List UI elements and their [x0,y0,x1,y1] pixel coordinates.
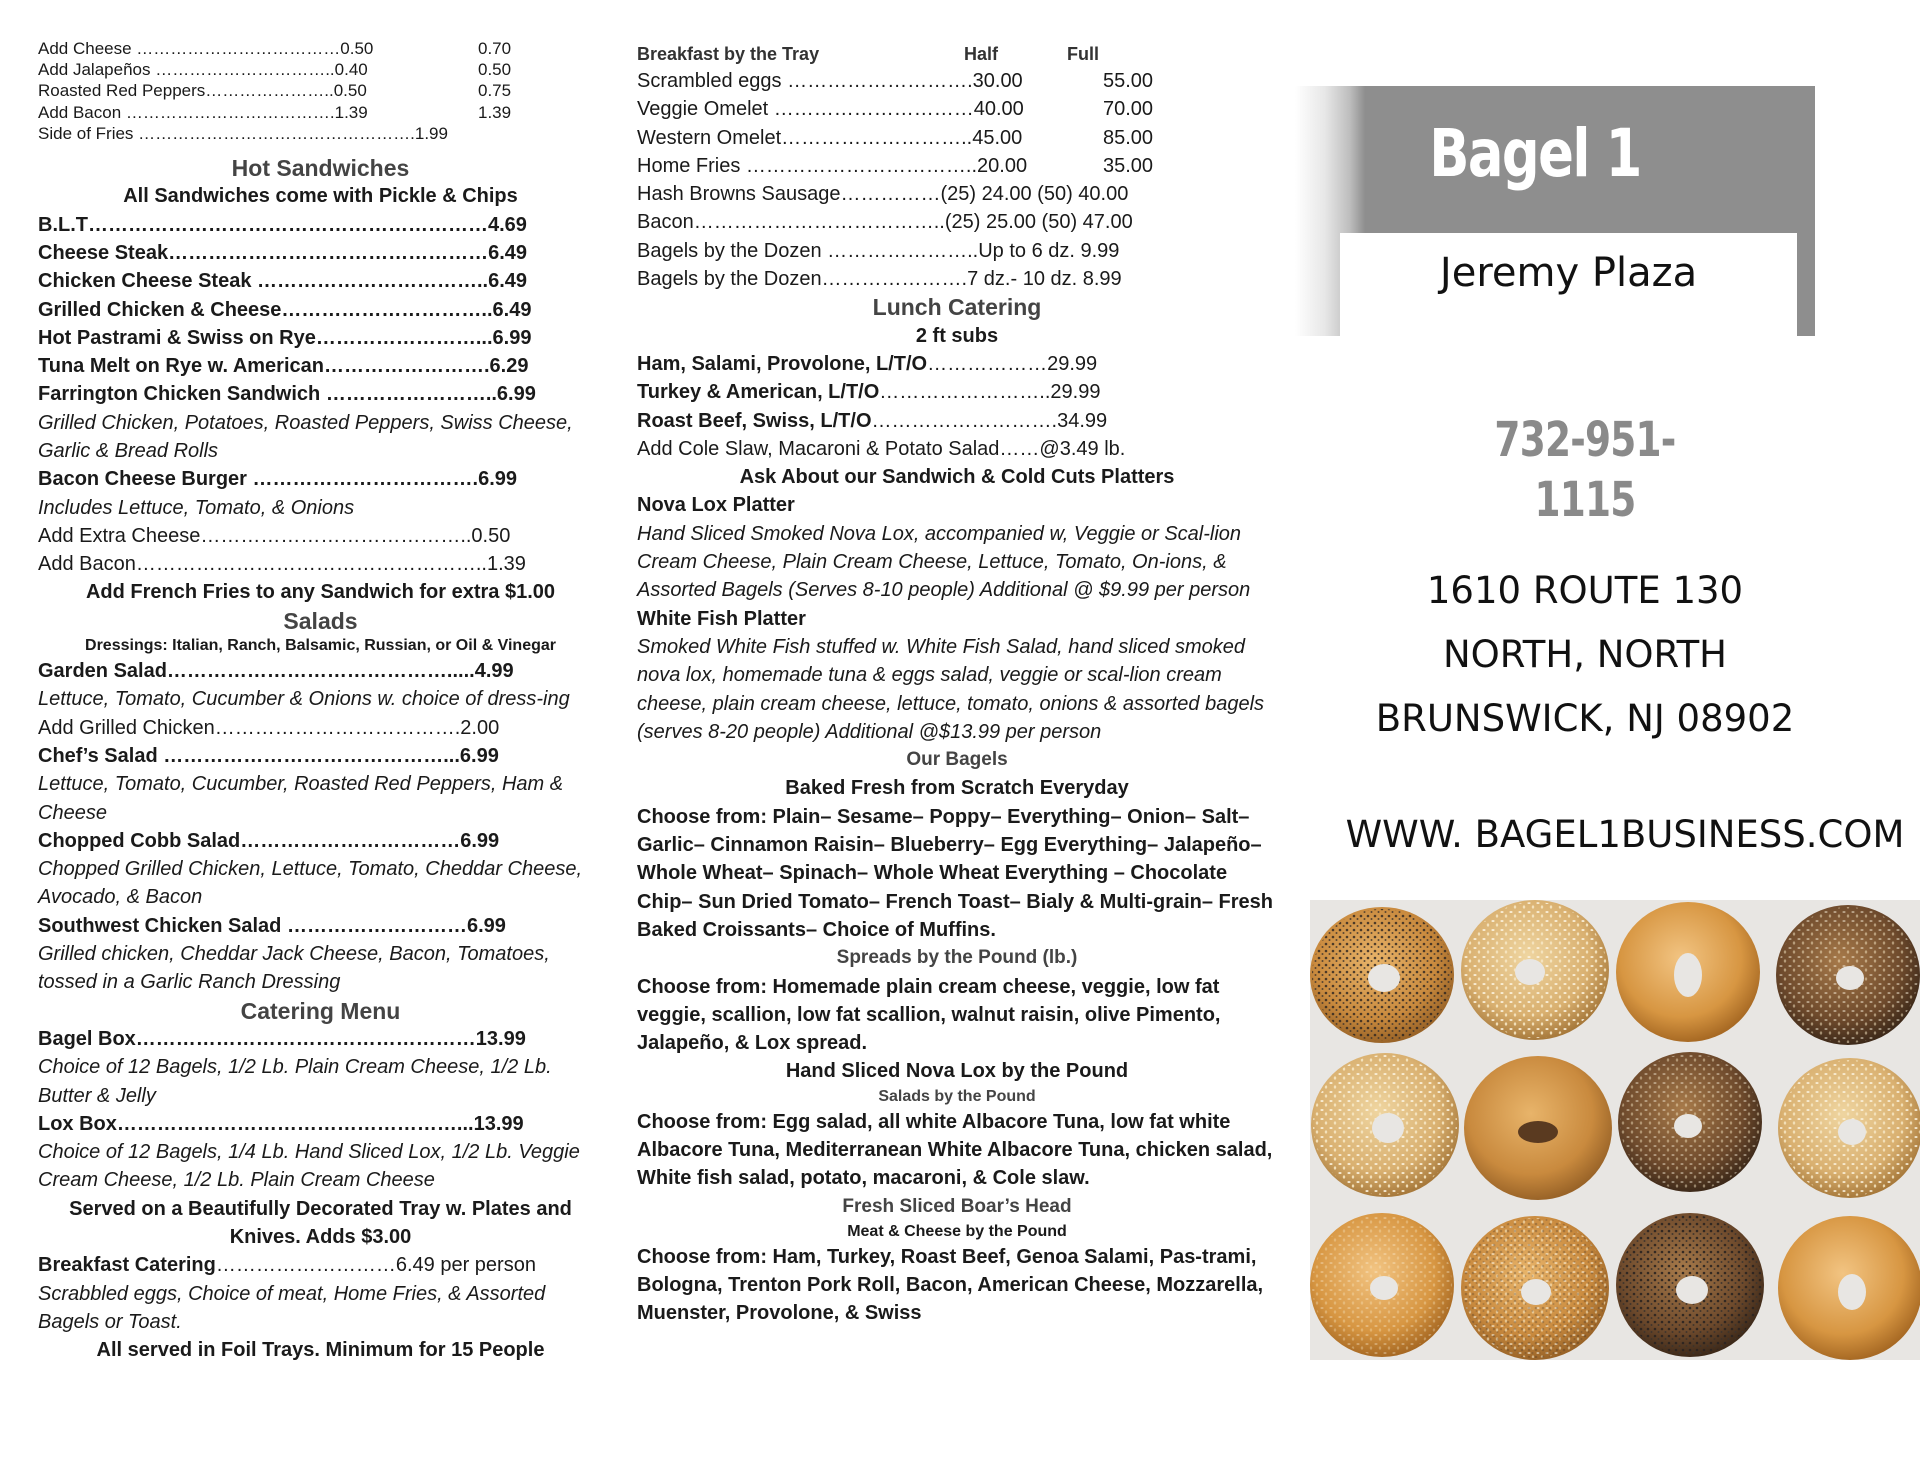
half-column-label: Half [964,44,999,64]
bagel-flavors: Choose from: Plain– Sesame– Poppy– Everything– Onion– Salt– Garlic– Cinnamon Raisin– Blueberry– Egg Everything– Jalapeño– Whole Wheat– Spinach– Whole Wheat Everything – Chocolate Chip– Sun Dried Tomato– French Toast– Bialy & Multi-grain– Fresh Baked Croissants– Choice of Muffins. [637,805,1274,941]
addon-full-price: 1.39 [478,102,512,122]
tray-full-price: 55.00 [1103,70,1154,92]
menu-item-row: Nova Lox Platter [637,494,795,517]
lox-by-pound: Hand Sliced Nova Lox by the Pound [785,1060,1129,1083]
bagel-everything-1 [1776,905,1920,1045]
menu-item-row: Add Extra Cheese…………………………………..0.50 [38,524,511,547]
bagel-everything-2 [1618,1052,1762,1192]
spreads-heading: Spreads by the Pound (lb.) [836,947,1078,969]
hot-sandwiches-list [38,211,603,607]
menu-item-row: Add Bacon……………………………………………..1.39 [38,553,526,576]
addon-item: Add Jalapeños …………………………..0.40 [38,60,368,80]
addon-full-price: 0.75 [478,81,512,101]
tray-item-row [637,124,1277,152]
phone-number: 732-951-1115 [1494,412,1676,528]
menu-item-row: Chopped Cobb Salad……………………………6.99 [38,829,500,852]
menu-item-description: Lettuce, Tomato, Cucumber & Onions w. choice of dress-ing [38,688,570,711]
bagel-plain-2 [1464,1056,1612,1200]
bagel-poppy-1 [1310,907,1454,1043]
menu-item-description: Grilled chicken, Cheddar Jack Cheese, Bacon, Tomatoes, tossed in a Garlic Ranch Dressing [38,943,550,994]
subs-subheading: 2 ft subs [915,324,999,347]
location-name: Jeremy Plaza [1439,250,1698,296]
menu-note: Served on a Beautifully Decorated Tray w. Plates and Knives. Adds $3.00 [69,1197,572,1248]
menu-item-row: Garden Salad…………………………………….....4.99 [38,660,514,683]
breakfast-tray-list [637,67,1277,293]
addon-full-price: 0.70 [478,39,512,58]
menu-item-row: Hot Pastrami & Swiss on Rye……………………...6.99 [38,326,532,349]
tray-item-row [637,95,1277,123]
tray-item: Hash Browns Sausage……………(25) 24.00 (50) 40.00 [637,183,1129,206]
tray-item: Scrambled eggs ……………………….30.00 [637,70,1023,92]
brand-header [1295,86,1815,336]
menu-item-row: Southwest Chicken Salad ………………………6.99 [38,914,506,937]
tray-item: Home Fries ……………………………..20.00 [637,154,1028,177]
menu-item-row: Chicken Cheese Steak ……………………………..6.49 [38,270,528,293]
catering-list [38,1025,603,1365]
bagels-photo [1310,900,1920,1360]
tray-item-row [637,67,1277,95]
addon-item: Add Cheese ………………………………0.50 [38,39,374,58]
menu-item-description: Choice of 12 Bagels, 1/4 Lb. Hand Sliced Lox, 1/2 Lb. Veggie Cream Cheese, 1/2 Lb. Plain Cream Cheese [38,1141,580,1192]
menu-item-row: Grilled Chicken & Cheese…………………………..6.49 [38,298,532,321]
menu-item-row: Bagel Box……………………………………………13.99 [38,1027,526,1050]
addons-list [38,38,603,144]
menu-item-price: ……………………..29.99 [879,381,1101,404]
menu-item-row: Add Grilled Chicken……………………………….2.00 [38,716,500,739]
our-bagels-heading: Our Bagels [906,749,1008,771]
menu-item-row: Add Cole Slaw, Macaroni & Potato Salad……@3.49 lb. [637,437,1126,460]
bagel-cheese-1 [1310,1213,1454,1357]
hot-sandwiches-heading: Hot Sandwiches [231,155,410,182]
catering-heading: Catering Menu [240,997,401,1024]
menu-item-row: Farrington Chicken Sandwich ……………………..6.99 [38,383,536,406]
menu-item-row: Lox Box……………………………………………...13.99 [38,1112,524,1135]
menu-item-price: ………………29.99 [927,352,1098,375]
salads-pound-list: Choose from: Egg salad, all white Albacore Tuna, low fat white Albacore Tuna, Mediterranean White Albacore Tuna, chicken salad, White fish salad, potato, macaroni, & Cole slaw. [637,1110,1273,1190]
addon-row [38,123,603,144]
tray-full-price: 85.00 [1103,126,1154,149]
tray-item: Bacon………………………………..(25) 25.00 (50) 47.00 [637,211,1133,234]
address-line-3: BRUNSWICK, NJ 08902 [1375,697,1795,740]
salads-list [38,657,603,997]
addon-item: Side of Fries ………………………………………….1.99 [38,123,448,143]
menu-item-row [637,378,1277,406]
addon-row [38,59,603,80]
menu-item-description: Lettuce, Tomato, Cucumber, Roasted Red Peppers, Ham & Cheese [38,773,564,824]
full-column-label: Full [1067,44,1099,64]
menu-item-name: Roast Beef, Swiss, L/T/O [637,409,872,432]
addon-full-price: 0.50 [478,60,512,80]
menu-item-row [637,407,1277,435]
bagel-plain-3 [1778,1216,1920,1360]
menu-item-price: ………………………6.49 per person [215,1254,536,1277]
tray-full-price: 35.00 [1103,154,1154,177]
menu-item-description: Choice of 12 Bagels, 1/2 Lb. Plain Cream Cheese, 1/2 Lb. Butter & Jelly [38,1056,552,1107]
breakfast-tray-title: Breakfast by the Tray [637,44,820,64]
tray-item-row [637,237,1277,265]
menu-item-row [38,1251,603,1279]
menu-item-row [637,350,1277,378]
addon-row [38,80,603,101]
boars-head-list: Choose from: Ham, Turkey, Roast Beef, Genoa Salami, Pas-trami, Bologna, Trenton Pork Roll, Bacon, American Cheese, Mozzarella, Muenster, Provolone, & Swiss [637,1245,1264,1325]
salads-pound-heading: Salads by the Pound [878,1087,1036,1105]
spreads-list: Choose from: Homemade plain cream cheese, veggie, low fat veggie, scallion, low fat scallion, walnut raisin, olive Pimento, Jalapeño, & Lox spread. [637,975,1221,1055]
location-box [1340,233,1797,336]
tray-item-row [637,152,1277,180]
menu-item-description: Scrabbled eggs, Choice of meat, Home Fries, & Assorted Bagels or Toast. [38,1282,546,1333]
menu-item-row: Bacon Cheese Burger …………………………….6.99 [38,468,517,491]
our-bagels-subheading: Baked Fresh from Scratch Everyday [785,777,1129,800]
tray-item-row [637,180,1277,208]
boars-head-heading: Fresh Sliced Boar’s Head [842,1195,1072,1217]
menu-item-row: Tuna Melt on Rye w. American…………………….6.29 [38,355,529,378]
menu-item-name: Breakfast Catering [38,1254,216,1277]
bagel-sesame-3 [1778,1058,1920,1198]
lunch-catering-heading: Lunch Catering [872,294,1042,321]
menu-item-description: Chopped Grilled Chicken, Lettuce, Tomato, Cheddar Cheese, Avocado, & Bacon [38,858,583,909]
tray-item-row [637,265,1277,293]
menu-item-description: Smoked White Fish stuffed w. White Fish Salad, hand sliced smoked nova lox, homemade tuna & eggs salad, veggie or scal-lion cream cheese, plain cream cheese, lettuce, tomato, onions & assorted bagels (serves 8-20 people) Additional @$13.99 per person [637,635,1265,743]
addon-item: Add Bacon ……………………………….1.39 [38,102,368,122]
website-url: WWW. BAGEL1BUSINESS.COM [1345,813,1905,856]
menu-item-row: White Fish Platter [637,607,806,630]
menu-item-price: ……………………….34.99 [871,409,1108,432]
bagel-everything-3 [1461,1216,1609,1360]
tray-item-row [637,208,1277,236]
address-line-1: 1610 ROUTE 130 [1426,569,1744,612]
left-column [38,38,603,1364]
menu-item-row: Chef’s Salad ……………………………………...6.99 [38,744,499,767]
menu-item-name: Ham, Salami, Provolone, L/T/O [637,352,928,375]
hot-sandwiches-note: All Sandwiches come with Pickle & Chips [123,185,518,208]
bagel-sesame-2 [1311,1053,1459,1197]
menu-note: Ask About our Sandwich & Cold Cuts Platters [739,466,1175,489]
brand-name: Bagel 1 [1429,115,1641,192]
salad-dressings-note: Dressings: Italian, Ranch, Balsamic, Russian, or Oil & Vinegar [85,637,556,655]
middle-column [637,42,1277,1328]
addon-row [38,38,603,59]
bagel-plain-1 [1616,902,1760,1042]
bagel-poppy-2 [1616,1213,1764,1357]
menu-item-row: B.L.T……………………………………………………4.69 [38,213,527,236]
tray-full-price: 70.00 [1103,98,1154,121]
address-line-2: NORTH, NORTH [1442,633,1727,676]
menu-note: All served in Foil Trays. Minimum for 15 People [96,1339,545,1362]
menu-item-row: Cheese Steak…………………………………………6.49 [38,241,528,264]
tray-item: Western Omelet………………………..45.00 [637,126,1023,149]
bagel-illustration [1310,900,1920,1360]
lunch-catering-list [637,350,1277,746]
menu-note: Add French Fries to any Sandwich for extra $1.00 [85,581,556,604]
addon-row [38,102,603,123]
menu-item-description: Grilled Chicken, Potatoes, Roasted Peppers, Swiss Cheese, Garlic & Bread Rolls [38,411,573,462]
menu-item-description: Includes Lettuce, Tomato, & Onions [38,496,355,519]
breakfast-tray-header [637,42,1277,67]
menu-item-description: Hand Sliced Smoked Nova Lox, accompanied w, Veggie or Scal-lion Cream Cheese, Plain Cream Cheese, Lettuce, Tomato, On-ions, & Assorted Bagels (Serves 8-10 people) Additional @ $9.99 per person [637,522,1251,602]
boars-head-subheading: Meat & Cheese by the Pound [847,1222,1067,1240]
tray-item: Bagels by the Dozen …………………..Up to 6 dz. 9.99 [637,239,1120,262]
tray-item: Bagels by the Dozen………………….7 dz.- 10 dz. 8.99 [637,268,1122,291]
menu-item-name: Turkey & American, L/T/O [637,381,880,404]
bagel-sesame-1 [1461,900,1609,1040]
tray-item: Veggie Omelet …………………………40.00 [637,98,1024,121]
salads-heading: Salads [283,607,358,634]
addon-item: Roasted Red Peppers…………………..0.50 [38,81,367,101]
